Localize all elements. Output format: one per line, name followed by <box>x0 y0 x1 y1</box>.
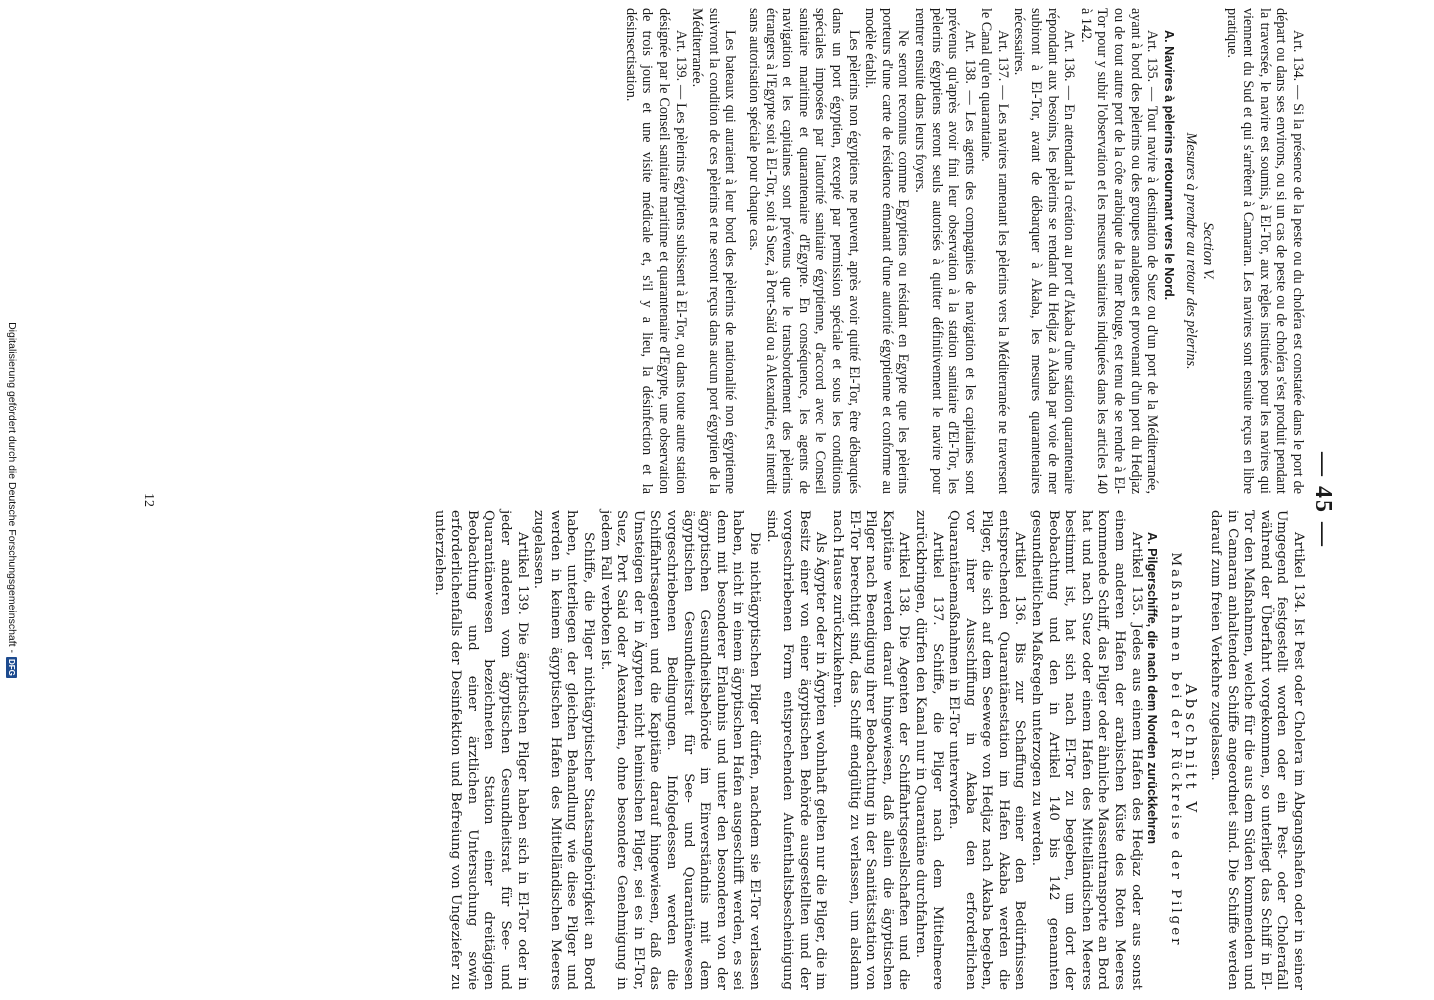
paragraph-residence-de: Als Ägypter oder in Ägypten wohnhaft gelten nur die Pilger, die im Besitz einer von einer ägyptischen Behörde ausgestellten und der vorgeschriebenen Form entsprechenden Aufenthaltsbescheinigung sind. <box>763 510 829 990</box>
article-134-fr: Art. 134. — Si la présence de la peste ou du choléra est constatée dans le port de départ ou dans ses environs, ou si un cas de peste ou de choléra s'est produit pendant la traversée, le navire est soumis, à El-Tor, aux règles instituées pour les navires qui viennent du Sud et qui s'arrêtent à Camaran. Les navires sont ensuite reçus en libre pratique. <box>1223 8 1306 494</box>
section-subtitle-de: Maßnahmen bei der Rückreise der Pilger <box>1167 552 1183 948</box>
german-column <box>431 510 1306 990</box>
section-subtitle-fr: Mesures à prendre au retour des pèlerins. <box>1183 132 1200 370</box>
article-139-fr: Art. 139. — Les pèlerins égyptiens subissent à El-Tor, ou dans toute autre station désignée par le Conseil sanitaire maritime et quarantenaire d'Egypte, une observation de trois jours et une visite médicale et, s'il y a lieu, la désinfection et la désinsectisation. <box>622 8 689 494</box>
digitization-credit <box>6 0 18 1000</box>
credit-text: Digitalisierung gefördert durch die Deutsche Forschungsgemeinschaft - <box>6 322 18 654</box>
heading-de: A. Pilgerschiffe, die nach dem Norden zurückkehren <box>1145 532 1160 845</box>
paragraph-non-egyptian-fr: Les pèlerins non égyptiens ne peuvent, après avoir quitté El-Tor, être débarqués dans un port égyptien, excepté par permission spéciale et sous les conditions spéciales imposées par l'autorité sanitaire égyptienne, d'accord avec le Conseil sanitaire maritime et quarantenaire d'Egypte. En conséquence, les agents de navigation et les capitaines sont prévenus que le transbordement des pèlerins étrangers à l'Egypte soit à El-Tor, soit à Suez, à Port-Saïd ou à Alexandrie, est interdit sans autorisation spéciale pour chaque cas. <box>746 8 862 494</box>
article-137-fr: Art. 137. — Les navires ramenant les pèlerins vers la Méditerranée ne traversent le Canal qu'en quarantaine. <box>978 8 1011 494</box>
paragraph-residence-fr: Ne seront reconnus comme Egyptiens ou résidant en Egypte que les pèlerins porteurs d'une carte de résidence émanant d'une autorité égyptienne et conforme au modèle établi. <box>862 8 912 494</box>
article-137-de: Artikel 137. Schiffe, die Pilger nach dem Mittelmeere zurückbringen, dürfen den Kanal nur in Quarantäne durchfahren. <box>912 510 945 990</box>
paragraph-ships-fr: Les bateaux qui auraient à leur bord des pèlerins de nationalité non égyptienne suivront la condition de ces pèlerins et ne seront reçus dans aucun port égyptien de la Méditerranée. <box>689 8 739 494</box>
article-135-fr: Art. 135. — Tout navire à destination de Suez ou d'un port de la Méditerranée, ayant à bord des pèlerins ou des groupes analogues et provenant d'un port du Hedjaz ou de tout autre port de la côte arabique de la mer Rouge, est tenu de se rendre à El-Tor pour y subir l'observation et les mesures sanitaires indiquées dans les articles 140 à 142. <box>1077 8 1161 494</box>
article-136-de: Artikel 136. Bis zur Schaffung einer den Bedürfnissen entsprechenden Quarantänestation im Hafen Akaba werden die Pilger, die sich auf dem Seewege von Hedjaz nach Akaba begeben, vor ihrer Ausschiffung in Akaba den erforderlichen Quarantänemaßnahmen in El-Tor unterworfen. <box>946 510 1028 990</box>
article-134-de: Artikel 134. Ist Pest oder Cholera im Abgangshafen oder in seiner Umgegend festgestellt worden oder ein Pest- oder Cholerafall während der Überfahrt vorgekommen, so unterliegt das Schiff in El-Tor den Maßnahmen, welche für die aus dem Süden kommenden und in Camaran anhaltenden Schiffe angeordnet sind. Die Schiffe werden darauf zum freien Verkehre zugelassen. <box>1208 510 1306 990</box>
article-138-fr: Art. 138. — Les agents des compagnies de navigation et les capitaines sont prévenus qu'après avoir fini leur observation à la station sanitaire d'El-Tor, les pèlerins égyptiens seront seuls autorisés à quitter définitivement le navire pour rentrer ensuite dans leurs foyers. <box>911 8 978 494</box>
article-135-de: Artikel 135. Jedes aus einem Hafen des Hedjaz oder aus sonst einem anderen Hafen der arabischen Küste des Roten Meeres kommende Schiff, das Pilger oder ähnliche Massentransporte an Bord hat und nach Suez oder einem Hafen des Mittelländischen Meeres bestimmt ist, hat sich nach El-Tor zu begeben, um dort der Beobachtung und den in Artikel 140 bis 142 genannten gesundheitlichen Maßregeln unterzogen zu werden. <box>1029 510 1144 990</box>
article-136-fr: Art. 136. — En attendant la création au port d'Akaba d'une station quarantenaire répondant aux besoins, les pèlerins se rendant du Hedjaz à Akaba par voie de mer subiront à El-Tor, avant de débarquer à Akaba, les mesures quarantenaires nécessaires. <box>1011 8 1078 494</box>
footer-page-number: 12 <box>141 493 156 507</box>
french-column <box>596 8 1306 494</box>
heading-fr: A. Navires à pèlerins retournant vers le Nord. <box>1161 30 1176 301</box>
article-139-de: Artikel 139. Die ägyptischen Pilger haben sich in El-Tor oder in jeder anderen vom ägyptischen Gesundheitsrat für See- und Quarantänewesen bezeichneten Station einer dreitägigen Beobachtung und einer ärztlichen Untersuchung sowie erforderlichenfalls der Desinfektion und Befreiung von Ungeziefer zu unterziehen. <box>431 510 530 990</box>
section-title-fr: Section V. <box>1200 222 1217 280</box>
section-title-de: Abschnitt V <box>1182 683 1201 817</box>
article-138-de: Artikel 138. Die Agenten der Schiffahrtsgesellschaften und die Kapitäne werden darauf hingewiesen, daß allein die ägyptischen Pilger nach Beendigung ihrer Beobachtung in der Sanitätsstation von El-Tor berechtigt sind, das Schiff endgültig zu verlassen, um alsdann nach Hause zurückzukehren. <box>829 510 912 990</box>
page-number: — 45 — <box>1310 452 1336 548</box>
paragraph-non-egyptian-de: Die nichtägyptischen Pilger dürfen, nachdem sie El-Tor verlassen haben, nicht in einem ägyptischen Hafen ausgeschifft werden, es sei denn mit besonderer Erlaubnis und unter den besonderen von der ägyptischen Gesundheitsbehörde im Einverständnis mit dem ägyptischen Gesundheitsrat für See- und Quarantänewesen vorgeschriebenen Bedingungen. Infolgedessen werden die Schiffahrtsagenten und die Kapitäne darauf hingewiesen, daß das Umsteigen der in Ägypten nicht heimischen Pilger, sei es in El-Tor, Suez, Port Said oder Alexandrien, ohne besondere Genehmigung in jedem Fall verboten ist. <box>597 510 762 990</box>
paragraph-ships-de: Schiffe, die Pilger nichtägyptischer Staatsangehörigkeit an Bord haben, unterliegen der gleichen Behandlung wie diese Pilger und werden in keinem ägyptischen Hafen des Mittelländischen Meeres zugelassen. <box>531 510 597 990</box>
dfg-logo-icon: DFG <box>7 659 17 676</box>
